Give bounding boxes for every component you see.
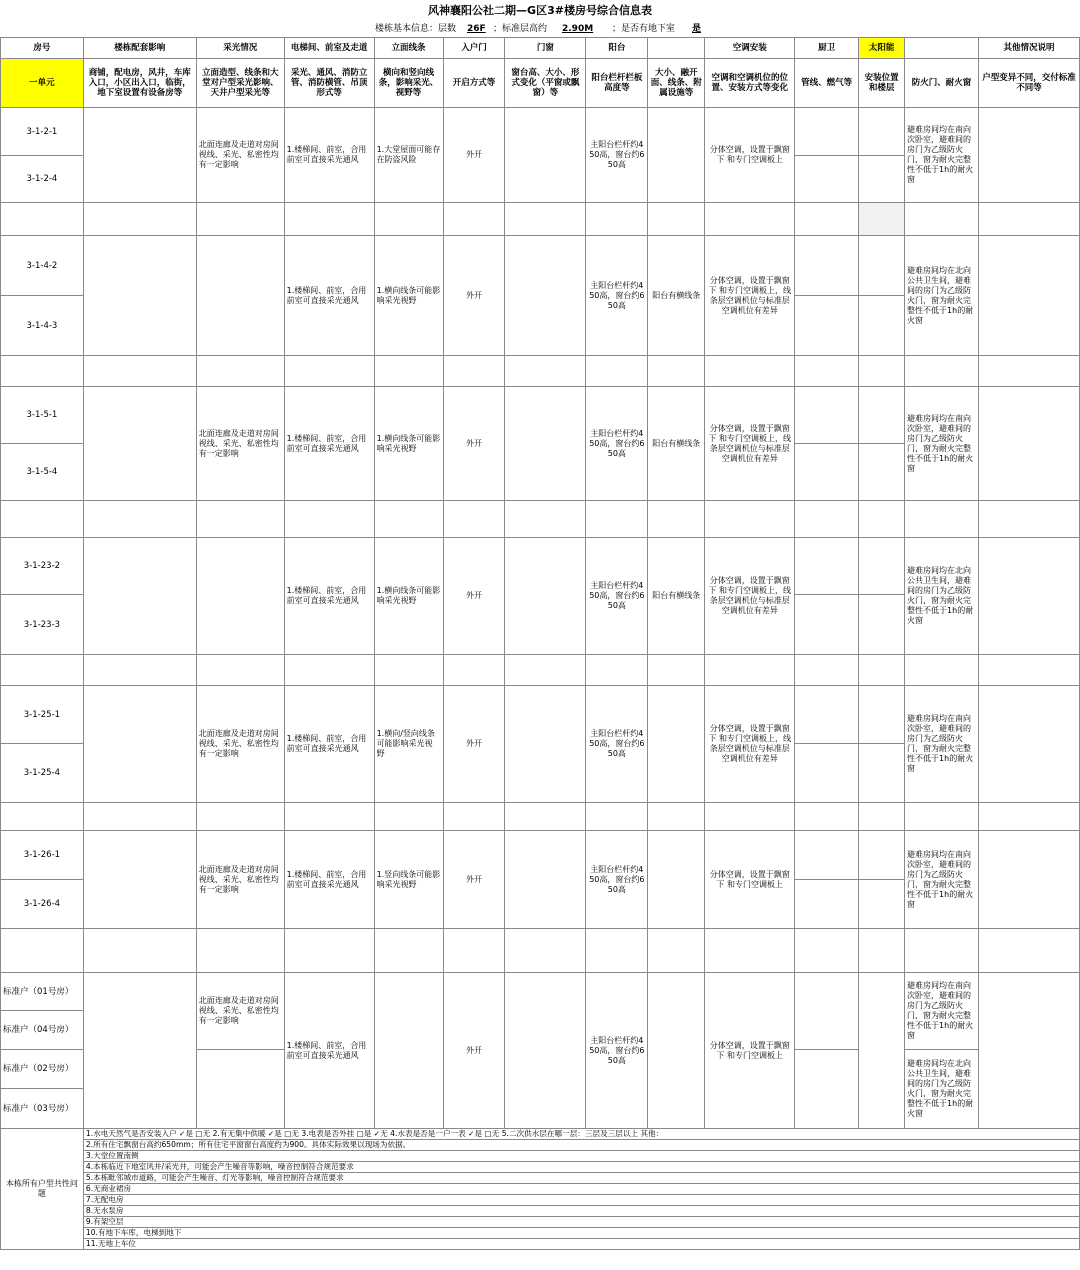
blank-cell [705,203,795,236]
balcony-detail-cell: 阳台有横线条 [648,538,705,655]
footer-note: 4.本栋临近下地室风井/采光井，可能会产生噪音等影响，噪音控制符合规范要求 [83,1162,1079,1173]
kitchen-cell [795,973,859,1050]
blank-cell [648,501,705,538]
facade-cell: 1.竖向线条可能影响采光视野 [374,831,443,929]
facade-cell: 1.大堂屋面可能存在防盗风险 [374,108,443,203]
solar-cell [859,686,905,744]
elevator-cell: 1.楼梯间、前室，合用前室可直接采光通风 [284,108,374,203]
room-number: 3-1-5-1 [1,387,84,444]
column-header: 入户门 [443,38,505,59]
column-header: 太阳能 [859,38,905,59]
blank-cell [705,929,795,973]
elevator-cell: 1.楼梯间、前室，合用前室可直接采光通风 [284,387,374,501]
kitchen-cell [795,156,859,203]
blank-cell [83,501,196,538]
door-cell: 外开 [443,686,505,803]
room-number: 3-1-23-3 [1,595,84,655]
footer-note-row [1,1228,1080,1239]
column-subheader: 阳台栏杆栏板高度等 [586,59,648,108]
facility-cell [83,538,196,655]
solar-cell [859,744,905,803]
blank-cell [374,803,443,831]
blank-cell [443,803,505,831]
column-header [648,38,705,59]
window-cell [505,236,586,356]
blank-cell [505,203,586,236]
elevator-cell: 1.楼梯间、前室，合用前室可直接采光通风 [284,538,374,655]
footer-note-row [1,1151,1080,1162]
blank-cell [196,803,284,831]
elevator-cell: 1.楼梯间、前室，合用前室可直接采光通风 [284,973,374,1129]
blank-cell [196,655,284,686]
info-basement: 是 [692,24,702,34]
blank-cell [1,356,84,387]
blank-cell [505,803,586,831]
blank-cell [905,356,979,387]
door-cell: 外开 [443,973,505,1129]
blank-cell [586,655,648,686]
column-subheader: 横向和竖向线条，影响采光、视野等 [374,59,443,108]
blank-cell [443,203,505,236]
room-number: 3-1-5-4 [1,444,84,501]
daylight-cell [196,538,284,655]
footer-note-row [1,1129,1080,1140]
balcony-cell: 主阳台栏杆约450高，窗台约650高 [586,831,648,929]
column-subheader: 管线、燃气等 [795,59,859,108]
column-subheader: 立面造型、线条和大堂对户型采光影响、天井户型采光等 [196,59,284,108]
table-row [1,973,1080,1011]
blank-cell [978,655,1079,686]
blank-cell [443,356,505,387]
blank-cell [1,803,84,831]
blank-cell [705,655,795,686]
solar-cell [859,156,905,203]
fire-door-cell: 避难房间均在北向公共卫生间，避难间的房门为乙级防火门，窗为耐火完整性不低于1h的耐火窗 [905,538,979,655]
blank-cell [905,501,979,538]
solar-cell [859,880,905,929]
solar-cell [859,108,905,156]
elevator-cell: 1.楼梯间、前室，合用前室可直接采光通风 [284,686,374,803]
kitchen-cell [795,686,859,744]
other-cell [978,387,1079,501]
daylight-cell: 北面连廊及走道对房间视线、采光、私密性均有一定影响 [196,831,284,929]
column-header [905,38,979,59]
info-table [0,37,1080,1250]
footer-label: 本栋所有户型共性问题 [1,1129,84,1250]
balcony-detail-cell [648,686,705,803]
blank-cell [443,501,505,538]
solar-cell [859,595,905,655]
column-subheader: 开启方式等 [443,59,505,108]
column-subheader: 商铺，配电房，风井，车库入口，小区出入口，临街，地下室设置有设备房等 [83,59,196,108]
window-cell [505,387,586,501]
elevator-cell: 1.楼梯间、前室，合用前室可直接采光通风 [284,236,374,356]
table-row [1,831,1080,855]
footer-note-row [1,1184,1080,1195]
daylight-cell: 北面连廊及走道对房间视线、采光、私密性均有一定影响 [196,387,284,501]
separator-row [1,655,1080,686]
blank-cell [978,803,1079,831]
room-number: 3-1-2-4 [1,156,84,203]
table-row [1,387,1080,415]
room-number: 标准户（03号房） [1,1089,84,1129]
info-label: 楼栋基本信息：层数 [375,24,457,34]
footer-note: 7.无配电房 [83,1195,1079,1206]
door-cell: 外开 [443,387,505,501]
blank-cell [505,929,586,973]
daylight-cell: 北面连廊及走道对房间视线、采光、私密性均有一定影响 [196,108,284,203]
blank-cell [443,929,505,973]
footer-note-row [1,1239,1080,1250]
blank-cell [648,203,705,236]
blank-cell [586,203,648,236]
balcony-detail-cell: 阳台有横线条 [648,387,705,501]
blank-cell [648,803,705,831]
blank-cell [284,803,374,831]
ac-cell: 分体空调，设置于飘窗下 和专门空调板上，线条层空调机位与标准层空调机位有差异 [705,387,795,501]
blank-cell [859,803,905,831]
kitchen-cell [795,236,859,296]
table-row [1,108,1080,132]
blank-cell [586,356,648,387]
facade-cell: 1.横向/竖向线条可能影响采光视野 [374,686,443,803]
separator-row [1,803,1080,831]
info-height: 2.90M [562,24,594,34]
balcony-cell: 主阳台栏杆约450高，窗台约650高 [586,236,648,356]
room-number: 3-1-25-4 [1,744,84,803]
kitchen-cell [795,387,859,444]
footer-note-row [1,1217,1080,1228]
door-cell: 外开 [443,236,505,356]
blank-cell [505,655,586,686]
facility-cell [83,831,196,929]
footer-note-row [1,1173,1080,1184]
blank-cell [905,203,979,236]
room-number: 3-1-25-1 [1,686,84,744]
separator-row [1,356,1080,387]
blank-cell [586,501,648,538]
blank-cell [978,356,1079,387]
blank-cell [284,203,374,236]
blank-cell [505,501,586,538]
blank-cell [83,929,196,973]
blank-cell [284,501,374,538]
balcony-detail-cell: 阳台有横线条 [648,236,705,356]
elevator-cell: 1.楼梯间、前室，合用前室可直接采光通风 [284,831,374,929]
daylight-cell: 北面连廊及走道对房间视线、采光、私密性均有一定影响 [196,973,284,1050]
blank-cell [196,203,284,236]
ac-cell: 分体空调，设置于飘窗下 和专门空调板上，线条层空调机位与标准层空调机位有差异 [705,236,795,356]
blank-cell [196,501,284,538]
blank-cell [196,356,284,387]
blank-cell [284,655,374,686]
table-row [1,538,1080,566]
blank-cell [795,356,859,387]
sheet-title: 风神襄阳公社二期—G区3#楼房号综合信息表 [428,4,652,17]
facility-cell [83,236,196,356]
column-subheader: 窗台高、大小、形式变化（平窗或飘窗）等 [505,59,586,108]
footer-note-row [1,1162,1080,1173]
balcony-cell: 主阳台栏杆约450高，窗台约650高 [586,108,648,203]
room-number: 标准户（01号房） [1,973,84,1011]
blank-cell [284,929,374,973]
footer-note-row [1,1206,1080,1217]
room-number: 3-1-26-1 [1,831,84,880]
room-number: 标准户（02号房） [1,1050,84,1089]
column-subheader: 大小、融开面、线条、附属设施等 [648,59,705,108]
other-cell [978,973,1079,1129]
blank-cell [859,655,905,686]
header-row [1,38,1080,59]
fire-door-cell: 避难房间均在南向次卧室，避难间的房门为乙级防火门，窗为耐火完整性不低于1h的耐火窗 [905,387,979,501]
blank-cell [1,655,84,686]
fire-door-cell: 避难房间均在南向次卧室，避难间的房门为乙级防火门，窗为耐火完整性不低于1h的耐火窗 [905,686,979,803]
footer-note: 11.无地上车位 [83,1239,1079,1250]
balcony-detail-cell [648,108,705,203]
other-cell [978,236,1079,356]
ac-cell: 分体空调，设置于飘窗下 和专门空调板上，线条层空调机位与标准层空调机位有差异 [705,538,795,655]
footer-note: 8.无水泵房 [83,1206,1079,1217]
facility-cell [83,973,196,1129]
facade-cell: 1.横向线条可能影响采光视野 [374,538,443,655]
footer-note: 2.所有住宅飘窗台高约650mm；所有住宅平窗窗台高度约为900。具体实际效果以现场为依据。 [83,1140,1079,1151]
daylight-cell [196,236,284,356]
blank-cell [83,356,196,387]
footer-note: 5.本栋毗邻城市道路，可能会产生噪音、灯光等影响，噪音控制符合规范要求 [83,1173,1079,1184]
kitchen-cell [795,108,859,156]
other-cell [978,686,1079,803]
blank-cell [905,803,979,831]
blank-cell [795,203,859,236]
footer-note: 9.有架空层 [83,1217,1079,1228]
blank-cell [648,356,705,387]
footer-note: 3.大堂位置南侧 [83,1151,1079,1162]
kitchen-cell [795,831,859,880]
column-header: 楼栋配套影响 [83,38,196,59]
window-cell [505,831,586,929]
blank-cell [978,929,1079,973]
balcony-detail-cell [648,973,705,1129]
table-row [1,236,1080,266]
facade-cell [374,973,443,1129]
blank-cell [978,501,1079,538]
blank-cell [795,929,859,973]
room-number: 标准户（04号房） [1,1011,84,1050]
blank-cell [83,803,196,831]
fire-door-cell: 避难房间均在南向次卧室，避难间的房门为乙级防火门，窗为耐火完整性不低于1h的耐火窗 [905,973,979,1050]
column-header: 空调安装 [705,38,795,59]
other-cell [978,831,1079,929]
facility-cell [83,387,196,501]
ac-cell: 分体空调，设置于飘窗下 和专门空调板上 [705,108,795,203]
solar-cell [859,973,905,1129]
room-number: 3-1-4-3 [1,296,84,356]
kitchen-cell [795,744,859,803]
blank-cell [905,655,979,686]
blank-cell [705,501,795,538]
column-subheader: 空调和空调机位的位置、安装方式等变化 [705,59,795,108]
blank-cell [1,203,84,236]
other-cell [978,108,1079,203]
door-cell: 外开 [443,831,505,929]
info-height-label: ；标准层高约 [493,24,548,34]
info-basement-label: ；是否有地下室 [612,24,676,34]
window-cell [505,108,586,203]
ac-cell: 分体空调，设置于飘窗下 和专门空调板上，线条层空调机位与标准层空调机位有差异 [705,686,795,803]
blank-cell [374,655,443,686]
room-number: 3-1-26-4 [1,880,84,929]
kitchen-cell [795,538,859,595]
blank-cell [859,929,905,973]
column-header: 门窗 [505,38,586,59]
kitchen-cell [795,296,859,356]
blank-cell [648,655,705,686]
separator-row [1,929,1080,973]
blank-cell [705,803,795,831]
separator-row [1,203,1080,236]
room-number: 3-1-2-1 [1,108,84,156]
column-header: 阳台 [586,38,648,59]
footer-note: 1.水电天然气是否安装入户 ✓是 □无 2.有无集中供暖 ✓是 □无 3.电表是否外挂 □是 ✓无 4.水表是否是一户一表 ✓是 □无 5.二次供水层在哪一层：三层及三层以上 其他： [83,1129,1079,1140]
other-cell [978,538,1079,655]
door-cell: 外开 [443,108,505,203]
blank-cell [505,356,586,387]
blank-cell [905,929,979,973]
door-cell: 外开 [443,538,505,655]
room-number: 3-1-23-2 [1,538,84,595]
blank-cell [795,655,859,686]
fire-door-cell: 避难房间均在北向公共卫生间，避难间的房门为乙级防火门，窗为耐火完整性不低于1h的耐火窗 [905,1050,979,1129]
balcony-detail-cell [648,831,705,929]
solar-cell [859,387,905,444]
table-row [1,686,1080,715]
blank-cell [374,929,443,973]
balcony-cell: 主阳台栏杆约450高，窗台约650高 [586,387,648,501]
solar-cell [859,444,905,501]
blank-cell [196,929,284,973]
solar-cell [859,831,905,880]
solar-cell [859,538,905,595]
column-header: 其他情况说明 [978,38,1079,59]
column-subheader: 户型变异不同，交付标准不同等 [978,59,1079,108]
window-cell [505,686,586,803]
separator-row [1,501,1080,538]
kitchen-cell [795,595,859,655]
column-header: 厨卫 [795,38,859,59]
ac-cell: 分体空调，设置于飘窗下 和专门空调板上 [705,973,795,1129]
footer-note-row [1,1195,1080,1206]
blank-cell [586,803,648,831]
column-subheader: 安装位置和楼层 [859,59,905,108]
blank-cell [83,203,196,236]
blank-cell [284,356,374,387]
window-cell [505,538,586,655]
info-floors: 26F [467,24,486,34]
building-info-row [0,22,1080,36]
column-header: 采光情况 [196,38,284,59]
blank-cell [859,501,905,538]
blank-cell [586,929,648,973]
facade-cell: 1.横向线条可能影响采光视野 [374,236,443,356]
solar-cell [859,236,905,296]
blank-cell [859,356,905,387]
blank-cell [374,501,443,538]
column-header: 立面线条 [374,38,443,59]
footer-note: 6.无商业裙房 [83,1184,1079,1195]
ac-cell: 分体空调，设置于飘窗下 和专门空调板上 [705,831,795,929]
facility-cell [83,108,196,203]
facade-cell: 1.横向线条可能影响采光视野 [374,387,443,501]
daylight-cell: 北面连廊及走道对房间视线、采光、私密性均有一定影响 [196,686,284,803]
blank-cell [374,356,443,387]
blank-cell [705,356,795,387]
daylight-cell [196,1050,284,1129]
window-cell [505,973,586,1129]
blank-cell [1,501,84,538]
footer-note: 10.有地下车库，电梯到地下 [83,1228,1079,1239]
blank-cell [859,203,905,236]
room-number: 3-1-4-2 [1,236,84,296]
column-header: 房号 [1,38,84,59]
balcony-cell: 主阳台栏杆约450高，窗台约650高 [586,686,648,803]
blank-cell [978,203,1079,236]
blank-cell [443,655,505,686]
unit-label: 一单元 [1,59,84,108]
subheader-row [1,59,1080,108]
fire-door-cell: 避难房间均在南向次卧室，避难间的房门为乙级防火门，窗为耐火完整性不低于1h的耐火窗 [905,108,979,203]
blank-cell [374,203,443,236]
kitchen-cell [795,444,859,501]
fire-door-cell: 避难房间均在南向次卧室，避难间的房门为乙级防火门，窗为耐火完整性不低于1h的耐火窗 [905,831,979,929]
blank-cell [1,929,84,973]
column-header: 电梯间、前室及走道 [284,38,374,59]
fire-door-cell: 避难房间均在北向公共卫生间，避难间的房门为乙级防火门，窗为耐火完整性不低于1h的耐火窗 [905,236,979,356]
facility-cell [83,686,196,803]
blank-cell [795,501,859,538]
kitchen-cell [795,880,859,929]
balcony-cell: 主阳台栏杆约450高，窗台约650高 [586,973,648,1129]
blank-cell [795,803,859,831]
kitchen-cell [795,1050,859,1129]
footer-note-row [1,1140,1080,1151]
balcony-cell: 主阳台栏杆约450高，窗台约650高 [586,538,648,655]
blank-cell [83,655,196,686]
blank-cell [648,929,705,973]
column-subheader: 防火门、耐火窗 [905,59,979,108]
solar-cell [859,296,905,356]
column-subheader: 采光、通风、消防立管、消防横管、吊顶形式等 [284,59,374,108]
